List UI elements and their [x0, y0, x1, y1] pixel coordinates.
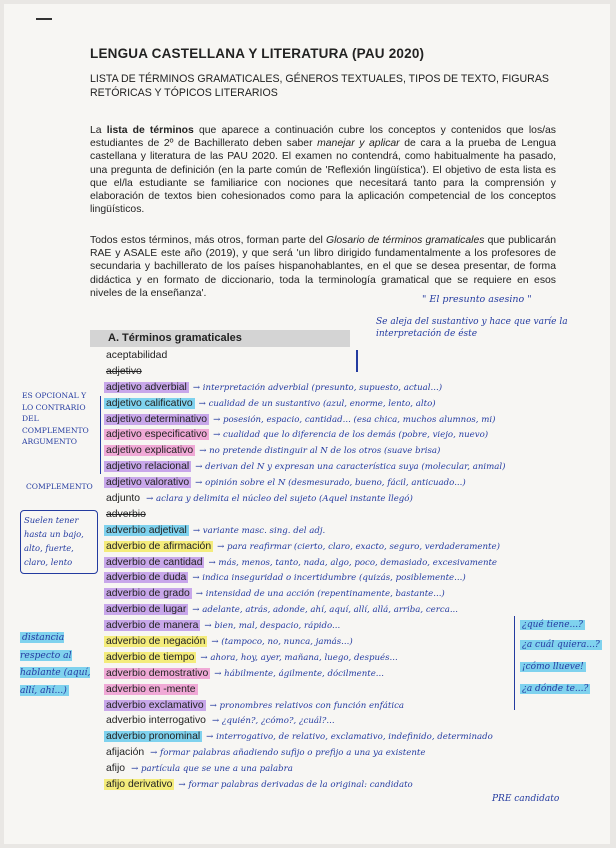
term-row — [104, 777, 506, 793]
handwritten-note: → aclara y delimita el núcleo del sujeto (Aquel instante llegó) — [146, 494, 413, 505]
handwritten-note: → hábilmente, ágilmente, dócilmente... — [214, 668, 384, 679]
annotation-quote: " El presunto asesino " — [422, 294, 532, 305]
handwritten-note: → formar palabras derivadas de la original: candidato — [178, 780, 413, 791]
term-row — [104, 761, 506, 777]
annotation-left-3: Suelen tener hasta un bajo, alto, fuerte, claro, lento — [24, 515, 84, 567]
annotation-left-4 — [20, 629, 94, 699]
annotation-right-top: Se aleja del sustantivo y hace que varíe la interpretación de éste — [376, 317, 568, 339]
term-label: afijo — [106, 763, 126, 775]
term-row — [104, 443, 506, 459]
p2-italic: Glosario de términos gramaticales — [325, 235, 485, 246]
term-row — [104, 396, 506, 412]
handwritten-note: → más, menos, tanto, nada, algo, poco, demasiado, excesivamente — [208, 557, 498, 568]
term-label: adverbio de grado — [106, 588, 190, 600]
section-header — [90, 330, 350, 347]
annotation-q1-text: ¿qué tiene...? — [522, 620, 583, 630]
term-row — [104, 729, 506, 745]
annotation-left-2: COMPLEMENTO — [26, 482, 93, 491]
term-label: adverbio de duda — [106, 572, 187, 584]
term-row — [104, 364, 506, 380]
term-label: adverbio demostrativo — [106, 667, 209, 679]
handwritten-note: → partícula que se une a una palabra — [131, 764, 293, 775]
p1-italic: manejar y aplicar — [317, 138, 400, 150]
handwritten-note: → interrogativo, de relativo, exclamativo, indefinido, determinado — [206, 732, 493, 743]
term-row — [104, 618, 506, 634]
term-row — [104, 570, 506, 586]
scan-mark — [36, 18, 52, 20]
handwritten-note: → para reafirmar (cierto, claro, exacto, seguro, verdaderamente) — [217, 541, 500, 552]
section-title: A. Términos gramaticales — [108, 332, 242, 344]
term-label: adjetivo determinativo — [106, 413, 208, 425]
term-label: adjetivo relacional — [106, 461, 190, 473]
handwritten-note: → (tampoco, no, nunca, jamás...) — [211, 637, 353, 648]
annotation-bottom: PRE candidato — [492, 794, 560, 804]
term-label: afijo derivativo — [106, 779, 173, 791]
term-label: adverbio exclamativo — [106, 699, 204, 711]
term-row — [104, 523, 506, 539]
term-row — [104, 348, 506, 364]
annotation-left-1: ES OPCIONAL Y LO CONTRARIO DEL COMPLEMENTO ARGUMENTO — [22, 391, 89, 446]
annotation-q4 — [520, 684, 590, 694]
p2-text2: que publicarán RAE y ASALE este año (2019), y que será 'un libro dirigido fundamentalmente a los profesores de secundaria y bachillerato de los países hispanohablantes, en el que se desea presentar, de forma didáctica y en formato de diccionario, toda la terminología gramatical que se requiere en esos niveles de la enseñanza'. — [90, 235, 557, 299]
handwritten-note: → ahora, hoy, ayer, mañana, luego, después... — [200, 652, 398, 663]
annotation-left-4-text: distancia respecto al hablante (aquí, allí, ahí...) — [20, 632, 91, 696]
term-label: adjetivo calificativo — [106, 397, 193, 409]
term-label: adverbio pronominal — [106, 731, 201, 743]
term-row — [104, 682, 506, 698]
handwritten-note: → cualidad de un sustantivo (azul, enorme, lento, alto) — [198, 398, 436, 409]
annotation-q2 — [520, 640, 602, 650]
term-row — [104, 427, 506, 443]
handwritten-note: → posesión, espacio, cantidad... (esa chica, muchos alumnos, mi) — [213, 414, 496, 425]
handwritten-note: → cualidad que lo diferencia de los demás (pobre, viejo, nuevo) — [213, 430, 489, 441]
term-label: adjetivo especificativo — [106, 429, 208, 441]
p2-text1: Todos estos términos, más otros, forman parte del — [90, 235, 326, 246]
term-label: aceptabilidad — [106, 350, 168, 361]
term-label: adverbio de lugar — [106, 604, 187, 616]
annotation-q2-text: ¿a cuál quiera...? — [522, 640, 600, 650]
term-row — [104, 380, 506, 396]
p1-bold: lista de términos — [106, 125, 194, 136]
term-row — [104, 491, 506, 507]
term-row — [104, 650, 506, 666]
term-row — [104, 459, 506, 475]
term-label: adverbio adjetival — [106, 524, 187, 536]
term-label: adjetivo adverbial — [106, 381, 187, 393]
handwritten-note: → intensidad de una acción (repentinamente, bastante...) — [195, 589, 445, 600]
term-label: adverbio de cantidad — [106, 556, 203, 568]
glossary-paragraph — [90, 234, 556, 300]
handwritten-note: → interpretación adverbial (presunto, supuesto, actual...) — [192, 382, 443, 393]
term-row — [104, 602, 506, 618]
term-label: adverbio de manera — [106, 620, 199, 632]
annotation-q3 — [520, 662, 586, 672]
document-subtitle: LISTA DE TÉRMINOS GRAMATICALES, GÉNEROS TEXTUALES, TIPOS DE TEXTO, FIGURAS RETÓRICAS Y TÓPICOS LITERARIOS — [90, 73, 549, 99]
p1-lead: La — [90, 125, 107, 136]
term-row — [104, 412, 506, 428]
annotation-q3-text: ¡cómo llueve! — [522, 662, 584, 672]
handwritten-note: → formar palabras añadiendo sufijo o prefijo a una ya existente — [150, 748, 426, 759]
term-label: adverbio en -mente — [106, 683, 196, 695]
term-label: adjunto — [106, 493, 141, 505]
terms-list — [104, 348, 506, 793]
term-label: adjetivo — [106, 365, 142, 377]
handwritten-note: → derivan del N y expresan una característica suya (molecular, animal) — [195, 462, 506, 473]
term-row — [104, 507, 506, 523]
annotation-right-bracket — [514, 616, 515, 710]
term-row — [104, 666, 506, 682]
handwritten-note: → indica inseguridad o incertidumbre (quizás, posiblemente...) — [192, 573, 466, 584]
annotation-bracket — [100, 396, 101, 474]
annotation-q4-text: ¿a dónde te...? — [522, 684, 589, 694]
p1-text2: de cara a la prueba de Lengua castellana y literatura de las PAU 2020. El examen no contendrá, como habitualmente ha pasado, una pregunta de definición (en la parte común de 'Reflexión lingüística'). El objetivo de esta lista es que el/la estudiante se familiarice con nociones que necesitará tanto para la comprensión y elaboración de textos bien cohesionados como para la aplicación competencial de los conceptos lingüísticos. — [90, 138, 556, 216]
handwritten-note: → no pretende distinguir al N de los otros (suave brisa) — [199, 446, 441, 457]
term-label: adverbio de tiempo — [106, 651, 195, 663]
term-row — [104, 698, 506, 714]
term-label: adjetivo explicativo — [106, 445, 194, 457]
term-row — [104, 475, 506, 491]
p1-text1: que aparece a continuación cubre los conceptos y contenidos que los/as estudiantes de 2º de Bachillerato deben saber — [90, 125, 557, 150]
term-label: adverbio interrogativo — [106, 715, 206, 727]
term-label: afijación — [106, 747, 145, 759]
term-row — [104, 586, 506, 602]
term-label: adjetivo valorativo — [106, 477, 190, 489]
annotation-q1 — [520, 620, 585, 630]
term-row — [104, 539, 506, 555]
intro-paragraph — [90, 124, 556, 216]
handwritten-note: → variante masc. sing. del adj. — [192, 525, 326, 536]
term-label: adverbio — [106, 508, 146, 520]
handwritten-note: → ¿quién?, ¿cómo?, ¿cuál?... — [211, 716, 335, 727]
term-label: adverbio de afirmación — [106, 540, 212, 552]
handwritten-note: → opinión sobre el N (desmesurado, bueno, fácil, anticuado...) — [195, 478, 466, 489]
document-title: LENGUA CASTELLANA Y LITERATURA (PAU 2020) — [90, 46, 425, 61]
term-row — [104, 634, 506, 650]
handwritten-note: → pronombres relativos con función enfática — [209, 700, 405, 711]
term-row — [104, 745, 506, 761]
term-row — [104, 555, 506, 571]
term-row — [104, 713, 506, 729]
handwritten-note: → bien, mal, despacio, rápido... — [204, 621, 341, 632]
handwritten-note: → adelante, atrás, adonde, ahí, aquí, allí, allá, arriba, cerca... — [192, 605, 459, 616]
document-page — [4, 4, 610, 844]
term-label: adverbio de negación — [106, 636, 206, 648]
